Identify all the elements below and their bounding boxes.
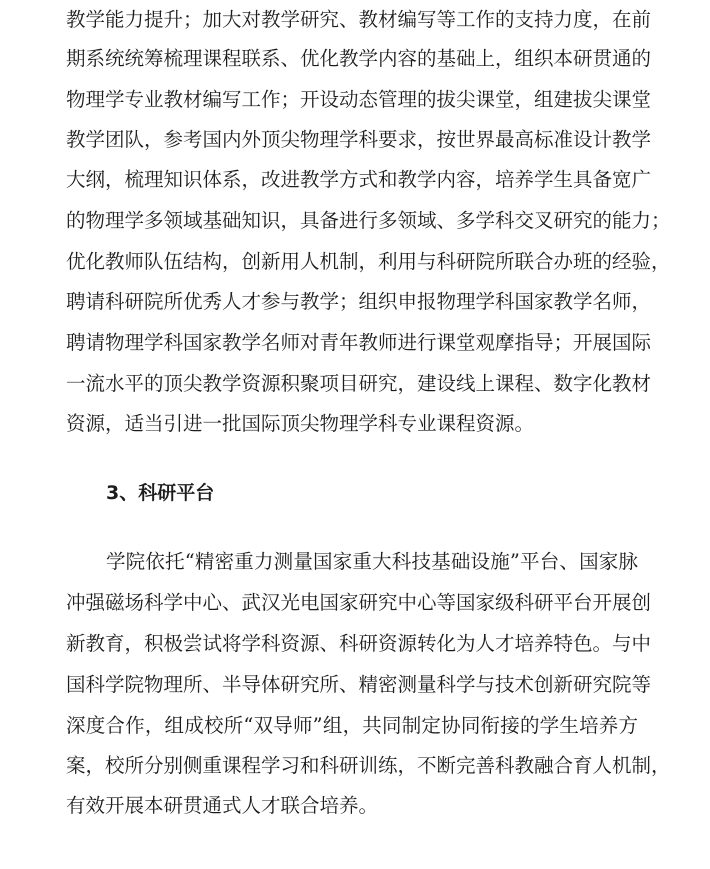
section-heading: 3、科研平台: [106, 482, 215, 504]
paragraph-2-line-6: 案，校所分别侧重课程学习和科研训练，不断完善科教融合育人机制，: [66, 754, 671, 777]
paragraph-1-line-5: 大纲，梳理知识体系，改进教学方式和教学内容，培养学生具备宽广: [66, 168, 652, 191]
paragraph-1-line-6: 的物理学多领域基础知识，具备进行多领域、多学科交叉研究的能力；: [66, 209, 671, 232]
paragraph-1-line-4: 教学团队，参考国内外顶尖物理学科要求，按世界最高标准设计教学: [66, 128, 652, 151]
paragraph-2-line-5: 深度合作，组成校所“双导师”组，共同制定协同衔接的学生培养方: [66, 714, 638, 737]
paragraph-1-line-8: 聘请科研院所优秀人才参与教学；组织申报物理学科国家教学名师，: [66, 290, 652, 313]
paragraph-2-line-3: 新教育，积极尝试将学科资源、科研资源转化为人才培养特色。与中: [66, 632, 652, 655]
paragraph-2-line-2: 冲强磁场科学中心、武汉光电国家研究中心等国家级科研平台开展创: [66, 591, 652, 614]
paragraph-1-line-11: 资源，适当引进一批国际顶尖物理学科专业课程资源。: [66, 412, 535, 435]
paragraph-2-line-7: 有效开展本研贯通式人才联合培养。: [66, 794, 379, 817]
paragraph-1-line-3: 物理学专业教材编写工作；开设动态管理的拔尖课堂，组建拔尖课堂: [66, 88, 652, 111]
paragraph-1-line-2: 期系统统筹梳理课程联系、优化教学内容的基础上，组织本研贯通的: [66, 47, 652, 70]
paragraph-1-line-7: 优化教师队伍结构，创新用人机制，利用与科研院所联合办班的经验，: [66, 250, 671, 273]
paragraph-1-line-1: 教学能力提升；加大对教学研究、教材编写等工作的支持力度，在前: [66, 8, 652, 31]
paragraph-1-line-9: 聘请物理学科国家教学名师对青年教师进行课堂观摩指导；开展国际: [66, 331, 652, 354]
paragraph-1-line-10: 一流水平的顶尖教学资源积聚项目研究，建设线上课程、数字化教材: [66, 372, 652, 395]
paragraph-2-line-4: 国科学院物理所、半导体研究所、精密测量科学与技术创新研究院等: [66, 673, 652, 696]
paragraph-2-line-1: 学院依托“精密重力测量国家重大科技基础设施”平台、国家脉: [106, 550, 638, 573]
